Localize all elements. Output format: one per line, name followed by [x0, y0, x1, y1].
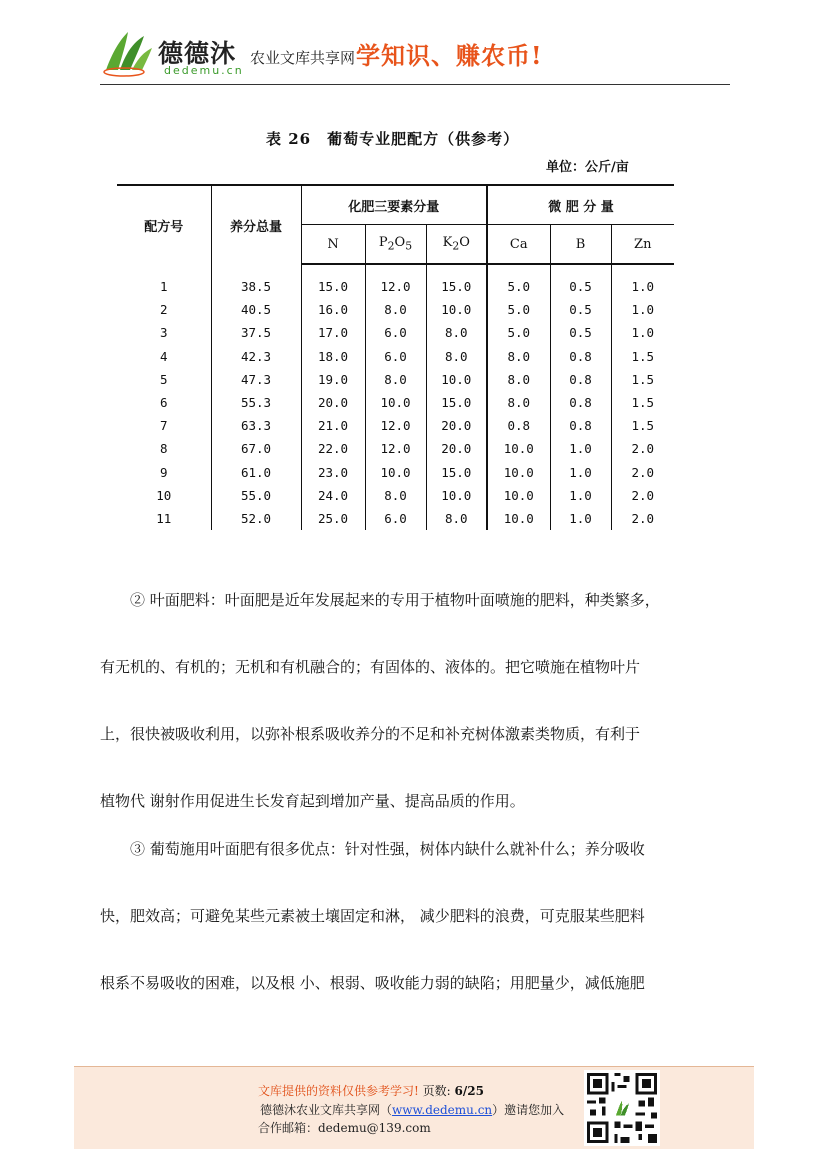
table-row [117, 391, 674, 414]
cell-b: 0.8 [550, 345, 611, 368]
cell-k2o: 8.0 [426, 321, 487, 344]
page-number: 6/25 [454, 1084, 484, 1098]
cell-p2o5: 10.0 [365, 391, 426, 414]
table-row [117, 461, 674, 484]
table-row [117, 414, 674, 437]
cell-ca: 5.0 [487, 298, 550, 321]
cell-k2o: 8.0 [426, 345, 487, 368]
cell-ca: 8.0 [487, 345, 550, 368]
cell-zn: 1.0 [611, 264, 674, 298]
cell-n: 24.0 [301, 484, 365, 507]
cell-formula-no: 5 [159, 371, 168, 387]
brand-name: 德德沐 [158, 39, 237, 68]
cell-k2o: 10.0 [426, 484, 487, 507]
cell-k2o: 15.0 [426, 264, 487, 298]
text-line: 上，很快被吸收利用，以弥补根系吸收养分的不足和补充树体激素类物质，有利于 [100, 725, 641, 743]
cell-k2o: 20.0 [426, 437, 487, 460]
cell-total: 55.0 [211, 484, 301, 507]
cell-b: 0.5 [550, 298, 611, 321]
cell-p2o5: 6.0 [365, 507, 426, 530]
cell-n: 16.0 [301, 298, 365, 321]
table-row [117, 298, 674, 321]
cell-b: 0.8 [550, 414, 611, 437]
cell-k2o: 10.0 [426, 368, 487, 391]
cell-ca: 5.0 [487, 264, 550, 298]
table-body [117, 264, 674, 530]
text-line: 植物代 谢射作用促进生长发育起到增加产量、提高品质的作用。 [100, 792, 525, 810]
header-divider [100, 84, 730, 85]
text-line: ③ 葡萄施用叶面肥有很多优点：针对性强，树体内缺什么就补什么；养分吸收 [130, 840, 645, 858]
site-link[interactable]: www.dedemu.cn [392, 1103, 493, 1117]
cell-zn: 2.0 [611, 484, 674, 507]
text-line: 快，肥效高；可避免某些元素被土壤固定和淋， 减少肥料的浪费，可克服某些肥料 [100, 907, 645, 925]
table-row [117, 345, 674, 368]
cell-p2o5: 6.0 [365, 345, 426, 368]
header-p2o5: $P_2O_5$ [365, 225, 426, 265]
page-header [100, 28, 730, 86]
cell-n: 17.0 [301, 321, 365, 344]
cell-zn: 1.5 [611, 391, 674, 414]
brand-domain: dedemu.cn [164, 64, 244, 77]
cell-b: 0.5 [550, 264, 611, 298]
text-line: 根系不易吸收的困难，以及根 小、根弱、吸收能力弱的缺陷；用肥量少，减低施肥 [100, 974, 645, 992]
table-row [117, 321, 674, 344]
cell-p2o5: 12.0 [365, 264, 426, 298]
cell-zn: 2.0 [611, 507, 674, 530]
cell-total: 38.5 [211, 264, 301, 298]
cell-n: 22.0 [301, 437, 365, 460]
cell-zn: 1.5 [611, 368, 674, 391]
cell-formula-no: 9 [159, 464, 168, 480]
cell-formula-no: 11 [156, 510, 172, 526]
footer-site: 德德沐农业文库共享网（www.dedemu.cn）邀请您加入 [260, 1103, 565, 1117]
cell-b: 1.0 [550, 461, 611, 484]
header-micro-group: 微 肥 分 量 [487, 185, 674, 225]
cell-b: 0.5 [550, 321, 611, 344]
footer-email: 合作邮箱：dedemu@139.com [258, 1121, 431, 1135]
table-row [117, 484, 674, 507]
slogan: 学知识、赚农币! [356, 41, 543, 70]
cell-ca: 10.0 [487, 507, 550, 530]
table-unit: 单位：公斤/亩 [546, 160, 629, 175]
cell-b: 1.0 [550, 437, 611, 460]
cell-total: 55.3 [211, 391, 301, 414]
cell-formula-no: 1 [159, 278, 168, 294]
cell-total: 52.0 [211, 507, 301, 530]
cell-formula-no: 10 [156, 487, 172, 503]
cell-ca: 8.0 [487, 391, 550, 414]
cell-formula-no: 8 [159, 441, 168, 457]
cell-formula-no: 7 [159, 418, 168, 434]
cell-p2o5: 8.0 [365, 298, 426, 321]
page-label: 页数: [422, 1084, 451, 1098]
cell-k2o: 10.0 [426, 298, 487, 321]
header-zn: Zn [611, 225, 674, 265]
cell-ca: 10.0 [487, 484, 550, 507]
cell-b: 1.0 [550, 507, 611, 530]
table-row [117, 368, 674, 391]
green-leaf-logo-icon [100, 28, 156, 78]
cell-n: 18.0 [301, 345, 365, 368]
cell-ca: 8.0 [487, 368, 550, 391]
cell-formula-no: 2 [159, 302, 168, 318]
cell-zn: 2.0 [611, 461, 674, 484]
text-line: 有无机的、有机的；无机和有机融合的；有固体的、液体的。把它喷施在植物叶片 [100, 658, 641, 676]
cell-b: 0.8 [550, 368, 611, 391]
fertilizer-formula-table [117, 184, 674, 530]
header-macro-group: 化肥三要素分量 [301, 185, 487, 225]
cell-n: 15.0 [301, 264, 365, 298]
cell-b: 1.0 [550, 484, 611, 507]
cell-n: 20.0 [301, 391, 365, 414]
cell-p2o5: 8.0 [365, 484, 426, 507]
header-total: 养分总量 [211, 185, 301, 264]
cell-k2o: 15.0 [426, 391, 487, 414]
cell-total: 61.0 [211, 461, 301, 484]
cell-n: 21.0 [301, 414, 365, 437]
table-row [117, 437, 674, 460]
qr-code-icon [584, 1070, 660, 1146]
cell-ca: 5.0 [487, 321, 550, 344]
cell-total: 67.0 [211, 437, 301, 460]
cell-k2o: 8.0 [426, 507, 487, 530]
cell-ca: 0.8 [487, 414, 550, 437]
cell-ca: 10.0 [487, 437, 550, 460]
cell-p2o5: 6.0 [365, 321, 426, 344]
cell-ca: 10.0 [487, 461, 550, 484]
cell-p2o5: 12.0 [365, 437, 426, 460]
table-title: 表 26 葡萄专业肥配方（供参考） [266, 130, 520, 148]
cell-p2o5: 10.0 [365, 461, 426, 484]
cell-p2o5: 12.0 [365, 414, 426, 437]
header-formula-no: 配方号 [117, 185, 211, 264]
cell-n: 25.0 [301, 507, 365, 530]
cell-n: 19.0 [301, 368, 365, 391]
cell-zn: 1.0 [611, 321, 674, 344]
page-footer [74, 1066, 754, 1149]
brand-subtitle: 农业文库共享网 [250, 49, 356, 67]
paragraph-foliar-fertilizer [100, 589, 730, 857]
cell-zn: 1.0 [611, 298, 674, 321]
header-b: B [550, 225, 611, 265]
table-row [117, 507, 674, 530]
header-k2o: $K_2O$ [426, 225, 487, 265]
cell-total: 37.5 [211, 321, 301, 344]
cell-total: 47.3 [211, 368, 301, 391]
cell-total: 42.3 [211, 345, 301, 368]
text-line: ② 叶面肥料：叶面肥是近年发展起来的专用于植物叶面喷施的肥料，种类繁多， [130, 591, 660, 609]
cell-k2o: 20.0 [426, 414, 487, 437]
cell-zn: 2.0 [611, 437, 674, 460]
header-ca: Ca [487, 225, 550, 265]
table-row [117, 264, 674, 298]
cell-p2o5: 8.0 [365, 368, 426, 391]
cell-zn: 1.5 [611, 414, 674, 437]
cell-k2o: 15.0 [426, 461, 487, 484]
cell-zn: 1.5 [611, 345, 674, 368]
cell-b: 0.8 [550, 391, 611, 414]
cell-total: 40.5 [211, 298, 301, 321]
cell-total: 63.3 [211, 414, 301, 437]
cell-formula-no: 3 [159, 325, 168, 341]
footer-notice: 文库提供的资料仅供参考学习! 页数: 6/25 [258, 1084, 484, 1098]
cell-formula-no: 6 [159, 395, 168, 411]
header-n: N [301, 225, 365, 265]
paragraph-foliar-advantages [100, 838, 730, 1039]
cell-formula-no: 4 [159, 348, 168, 364]
cell-n: 23.0 [301, 461, 365, 484]
